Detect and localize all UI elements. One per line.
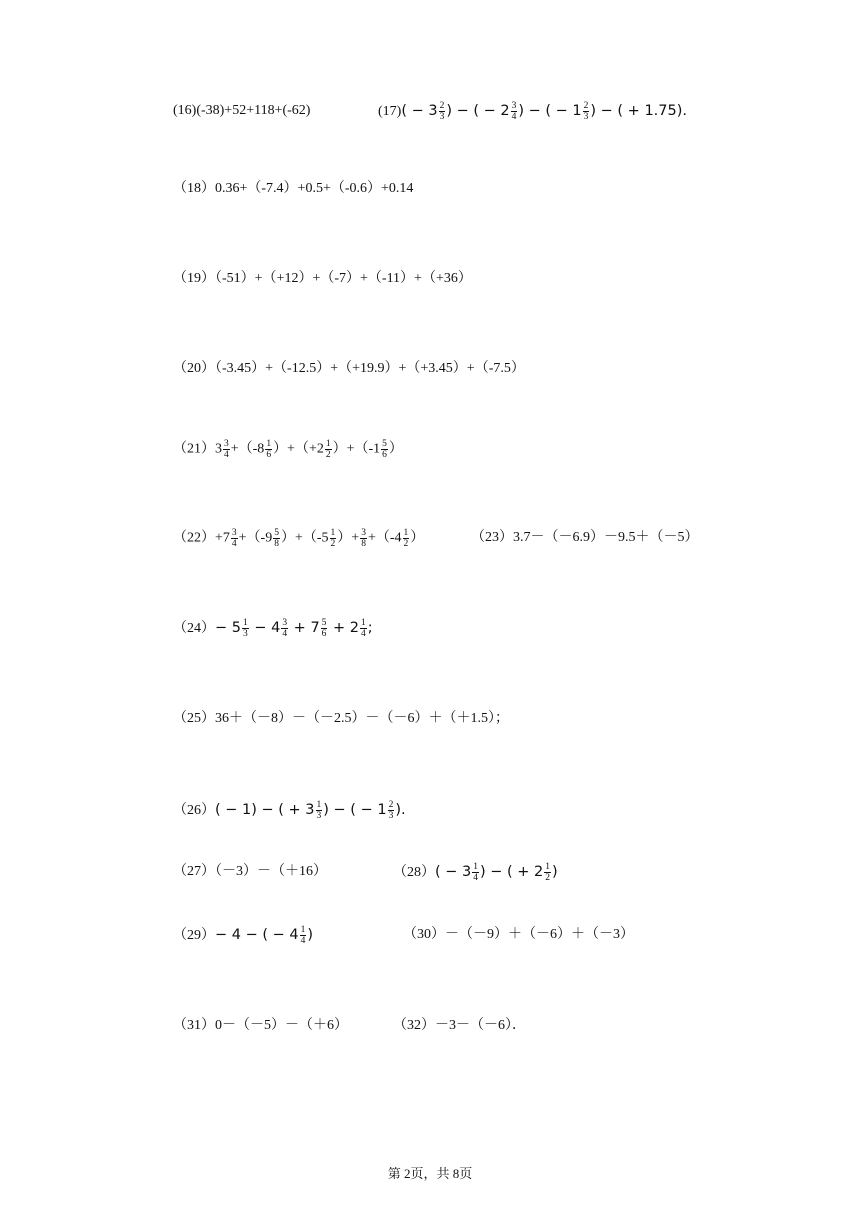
fraction: $\frac{1}{4}$ — [361, 618, 366, 640]
fraction: $\frac{2}{3}$ — [583, 101, 589, 123]
problem-29-op-a: ) — [307, 927, 314, 943]
problem-22-op-b: ）+（-5 — [280, 530, 329, 546]
problem-24-op-a: − 4 — [249, 620, 281, 636]
fraction: $\frac{3}{4}$ — [511, 101, 517, 123]
problem-18: （18）0.36+（-7.4）+0.5+（-0.6）+0.14 — [173, 181, 414, 196]
problem-26-op-b: ). — [395, 802, 406, 818]
problem-21-op-a: +（-8 — [230, 441, 265, 457]
fraction: $\frac{5}{6}$ — [382, 439, 387, 460]
problem-24-lead: − 5 — [215, 620, 241, 636]
problem-29-lead: − 4 − ( − 4 — [215, 927, 299, 943]
fraction: $\frac{2}{3}$ — [388, 800, 394, 822]
problem-29 — [173, 925, 313, 946]
problem-29-label: （29） — [173, 928, 215, 943]
problem-22-op-c: ）+ — [337, 530, 360, 546]
problem-24-op-d: ; — [367, 620, 373, 636]
fraction: $\frac{1}{3}$ — [242, 618, 248, 640]
fraction: $\frac{1}{2}$ — [325, 439, 331, 460]
problem-26-op-a: ) − ( − 1 — [323, 802, 387, 818]
page-footer: 第 2页，共 8页 — [387, 1166, 473, 1181]
problem-28-op-b: ) — [552, 864, 558, 880]
fraction: $\frac{1}{4}$ — [300, 925, 306, 947]
problem-17-op-a: ) − ( − 2 — [446, 103, 510, 119]
fraction: $\frac{2}{3}$ — [439, 101, 445, 123]
problem-31: （31）0－（－5）－（＋6） — [173, 1018, 348, 1033]
problem-28 — [393, 862, 558, 883]
fraction: $\frac{3}{4}$ — [231, 528, 237, 549]
problem-27: （27）（－3）－（＋16） — [173, 864, 327, 879]
problem-17-op-b: ) − ( − 1 — [518, 103, 582, 119]
fraction: $\frac{3}{4}$ — [224, 439, 229, 460]
problem-20: （20）（-3.45）+（-12.5）+（+19.9）+（+3.45）+（-7.5） — [173, 361, 525, 376]
problem-24 — [173, 618, 373, 639]
problem-22-op-d: +（-4 — [367, 530, 402, 546]
problem-24-op-c: + 2 — [328, 620, 360, 636]
problem-21-label: （21）3 — [173, 441, 222, 457]
problem-22 — [173, 528, 424, 549]
problem-26 — [173, 800, 406, 821]
problem-25: （25）36＋（－8）－（－2.5）－（－6）＋（＋1.5）； — [173, 711, 509, 726]
problem-22-label: （22）+7 — [173, 530, 230, 546]
problem-30: （30）－（－9）＋（－6）＋（－3） — [403, 927, 634, 942]
problem-21-op-b: ）+（+2 — [273, 441, 324, 457]
problem-16: (16)(-38)+52+118+(-62) — [173, 103, 311, 118]
problem-26-label: （26） — [173, 803, 215, 818]
problem-26-lead: ( − 1) − ( + 3 — [215, 802, 315, 818]
problem-17-label: (17) — [378, 104, 402, 119]
problem-32: （32）－3－（－6）． — [393, 1018, 526, 1033]
fraction: $\frac{3}{4}$ — [282, 618, 288, 640]
fraction: $\frac{1}{2}$ — [403, 528, 409, 549]
problem-17 — [378, 101, 687, 122]
problem-24-op-b: + 7 — [289, 620, 320, 636]
fraction: $\frac{1}{6}$ — [266, 439, 272, 460]
problem-22-op-a: +（-9 — [238, 530, 273, 546]
problem-22-op-e: ） — [410, 530, 425, 546]
fraction: $\frac{1}{3}$ — [316, 800, 322, 822]
fraction: $\frac{5}{6}$ — [321, 618, 327, 640]
problem-21-op-c: ）+（-1 — [332, 441, 381, 457]
fraction: $\frac{3}{8}$ — [361, 528, 366, 549]
fraction: $\frac{1}{2}$ — [330, 528, 336, 549]
problem-23: （23）3.7－（－6.9）－9.5＋（－5） — [471, 530, 699, 545]
problem-28-op-a: ) − ( + 2 — [480, 864, 544, 880]
problem-19: （19）（-51）+（+12）+（-7）+（-11）+（+36） — [173, 271, 472, 286]
problem-28-lead: ( − 3 — [435, 864, 472, 880]
problem-28-label: （28） — [393, 865, 435, 880]
fraction: $\frac{1}{2}$ — [545, 862, 551, 884]
fraction: $\frac{5}{8}$ — [274, 528, 279, 549]
problem-21 — [173, 439, 403, 460]
problem-17-term-a: ( − 3 — [401, 103, 438, 119]
problem-17-op-c: ) − ( + 1.75). — [590, 103, 687, 119]
fraction: $\frac{1}{4}$ — [473, 862, 478, 884]
problem-24-label: （24） — [173, 621, 215, 636]
problem-21-op-d: ） — [388, 441, 403, 457]
